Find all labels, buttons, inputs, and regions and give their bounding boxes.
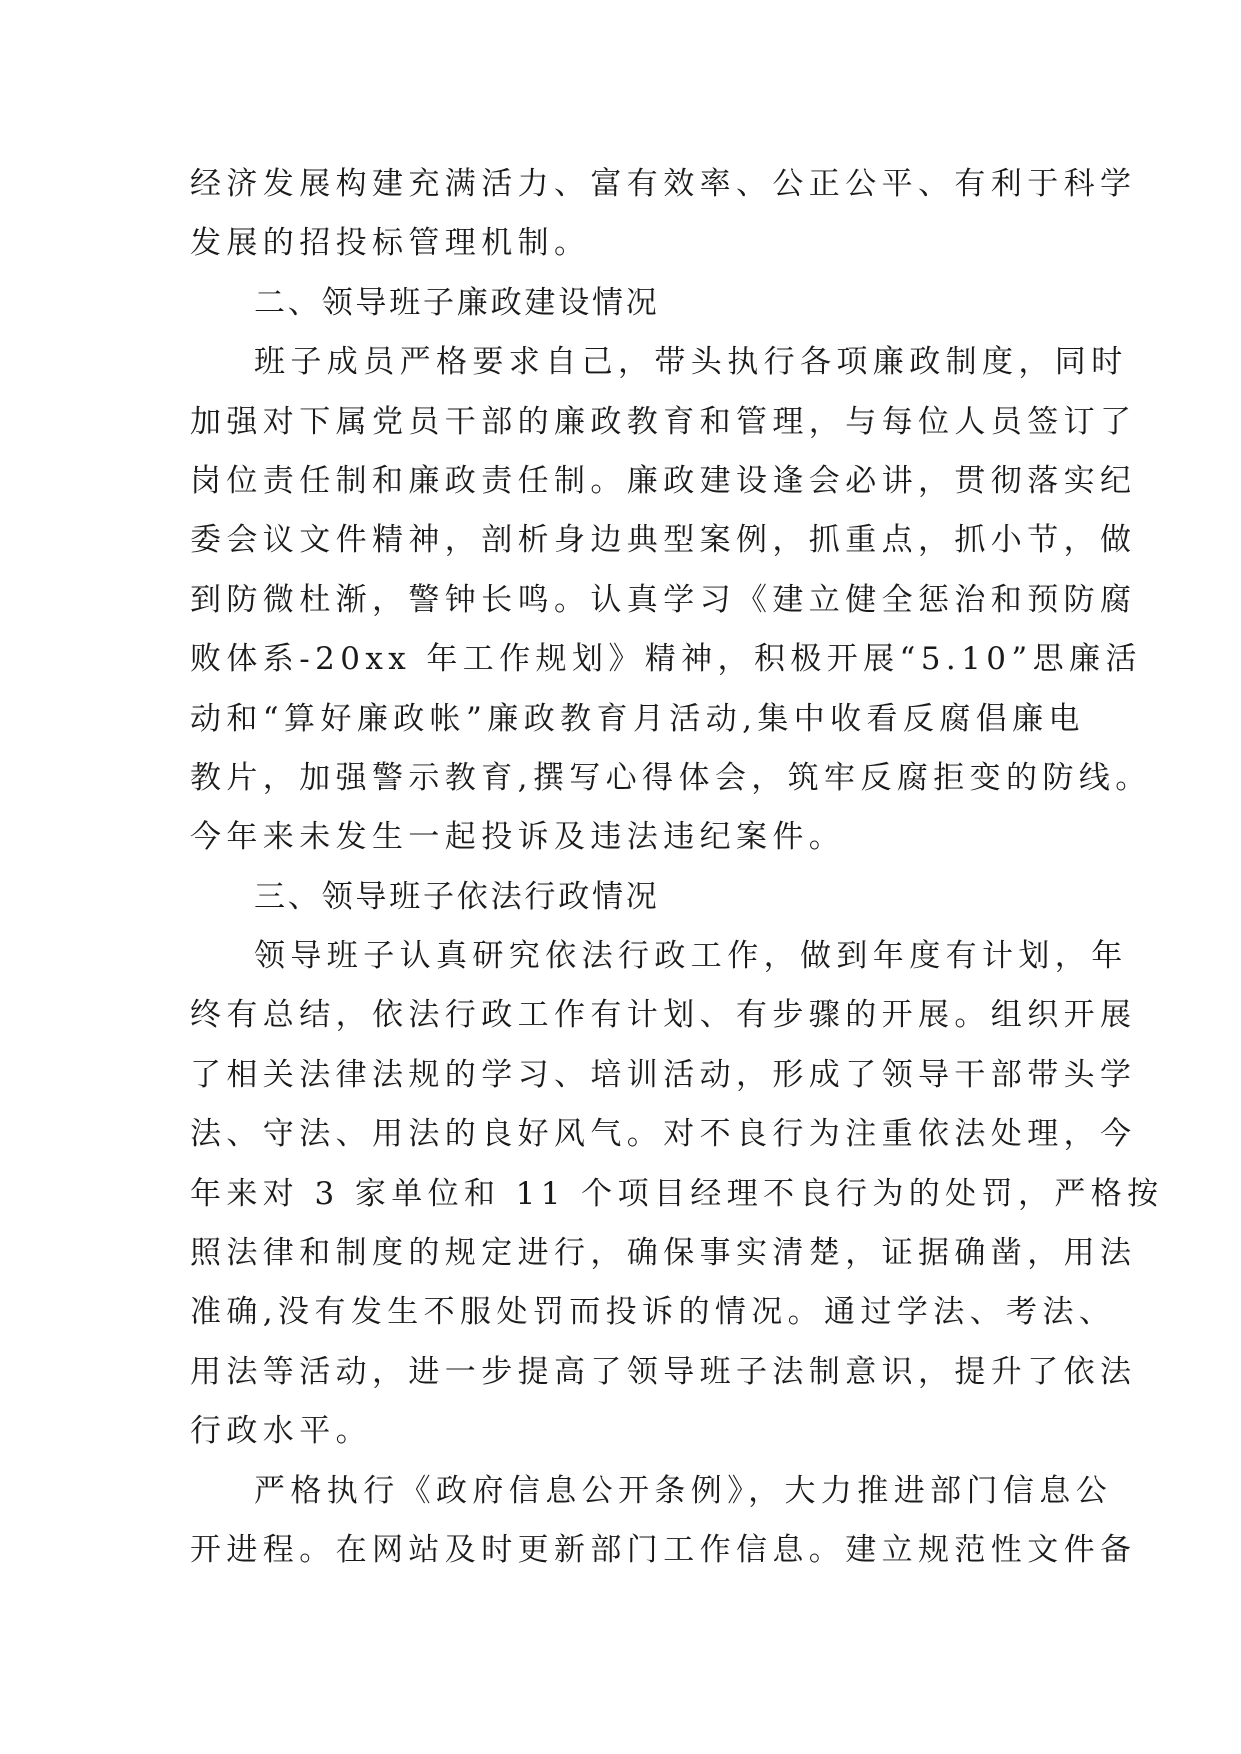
text-line: 领导班子认真研究依法行政工作，做到年度有计划，年 <box>254 938 1128 975</box>
text-line: 法、守法、用法的良好风气。对不良行为注重依法处理，今 <box>190 1116 1137 1153</box>
text-line: 发展的招投标管理机制。 <box>190 225 591 262</box>
text-line: 班子成员严格要求自己，带头执行各项廉政制度，同时 <box>254 344 1128 381</box>
text-line: 加强对下属党员干部的廉政教育和管理，与每位人员签订了 <box>190 403 1137 440</box>
text-line: 开进程。在网站及时更新部门工作信息。建立规范性文件备 <box>190 1531 1137 1568</box>
text-line: 终有总结，依法行政工作有计划、有步骤的开展。组织开展 <box>190 997 1137 1034</box>
text-line: 到防微杜渐，警钟长鸣。认真学习《建立健全惩治和预防腐 <box>190 581 1137 618</box>
section-heading: 三、领导班子依法行政情况 <box>254 878 660 915</box>
text-line: 教片，加强警示教育,撰写心得体会，筑牢反腐拒变的防线。 <box>190 759 1152 796</box>
text-line: 了相关法律法规的学习、培训活动，形成了领导干部带头学 <box>190 1056 1137 1093</box>
text-line: 岗位责任制和廉政责任制。廉政建设逢会必讲，贯彻落实纪 <box>190 462 1137 499</box>
text-line: 严格执行《政府信息公开条例》，大力推进部门信息公 <box>254 1472 1113 1509</box>
text-line: 准确,没有发生不服处罚而投诉的情况。通过学法、考法、 <box>190 1294 1116 1331</box>
text-line: 委会议文件精神，剖析身边典型案例，抓重点，抓小节，做 <box>190 522 1137 559</box>
text-line: 败体系-20xx 年工作规划》精神，积极开展“5.10”思廉活 <box>190 641 1142 678</box>
text-line: 年来对 3 家单位和 11 个项目经理不良行为的处罚，严格按 <box>190 1175 1164 1212</box>
text-line: 经济发展构建充满活力、富有效率、公正公平、有利于科学 <box>190 166 1137 202</box>
text-line: 用法等活动，进一步提高了领导班子法制意识，提升了依法 <box>190 1353 1137 1390</box>
text-line: 今年来未发生一起投诉及违法违纪案件。 <box>190 819 846 856</box>
text-line: 照法律和制度的规定进行，确保事实清楚，证据确凿，用法 <box>190 1235 1137 1272</box>
section-heading: 二、领导班子廉政建设情况 <box>254 284 660 321</box>
document-body <box>190 155 1164 1580</box>
text-line: 行政水平。 <box>190 1413 372 1450</box>
text-line: 动和“算好廉政帐”廉政教育月活动,集中收看反腐倡廉电 <box>190 700 1085 737</box>
